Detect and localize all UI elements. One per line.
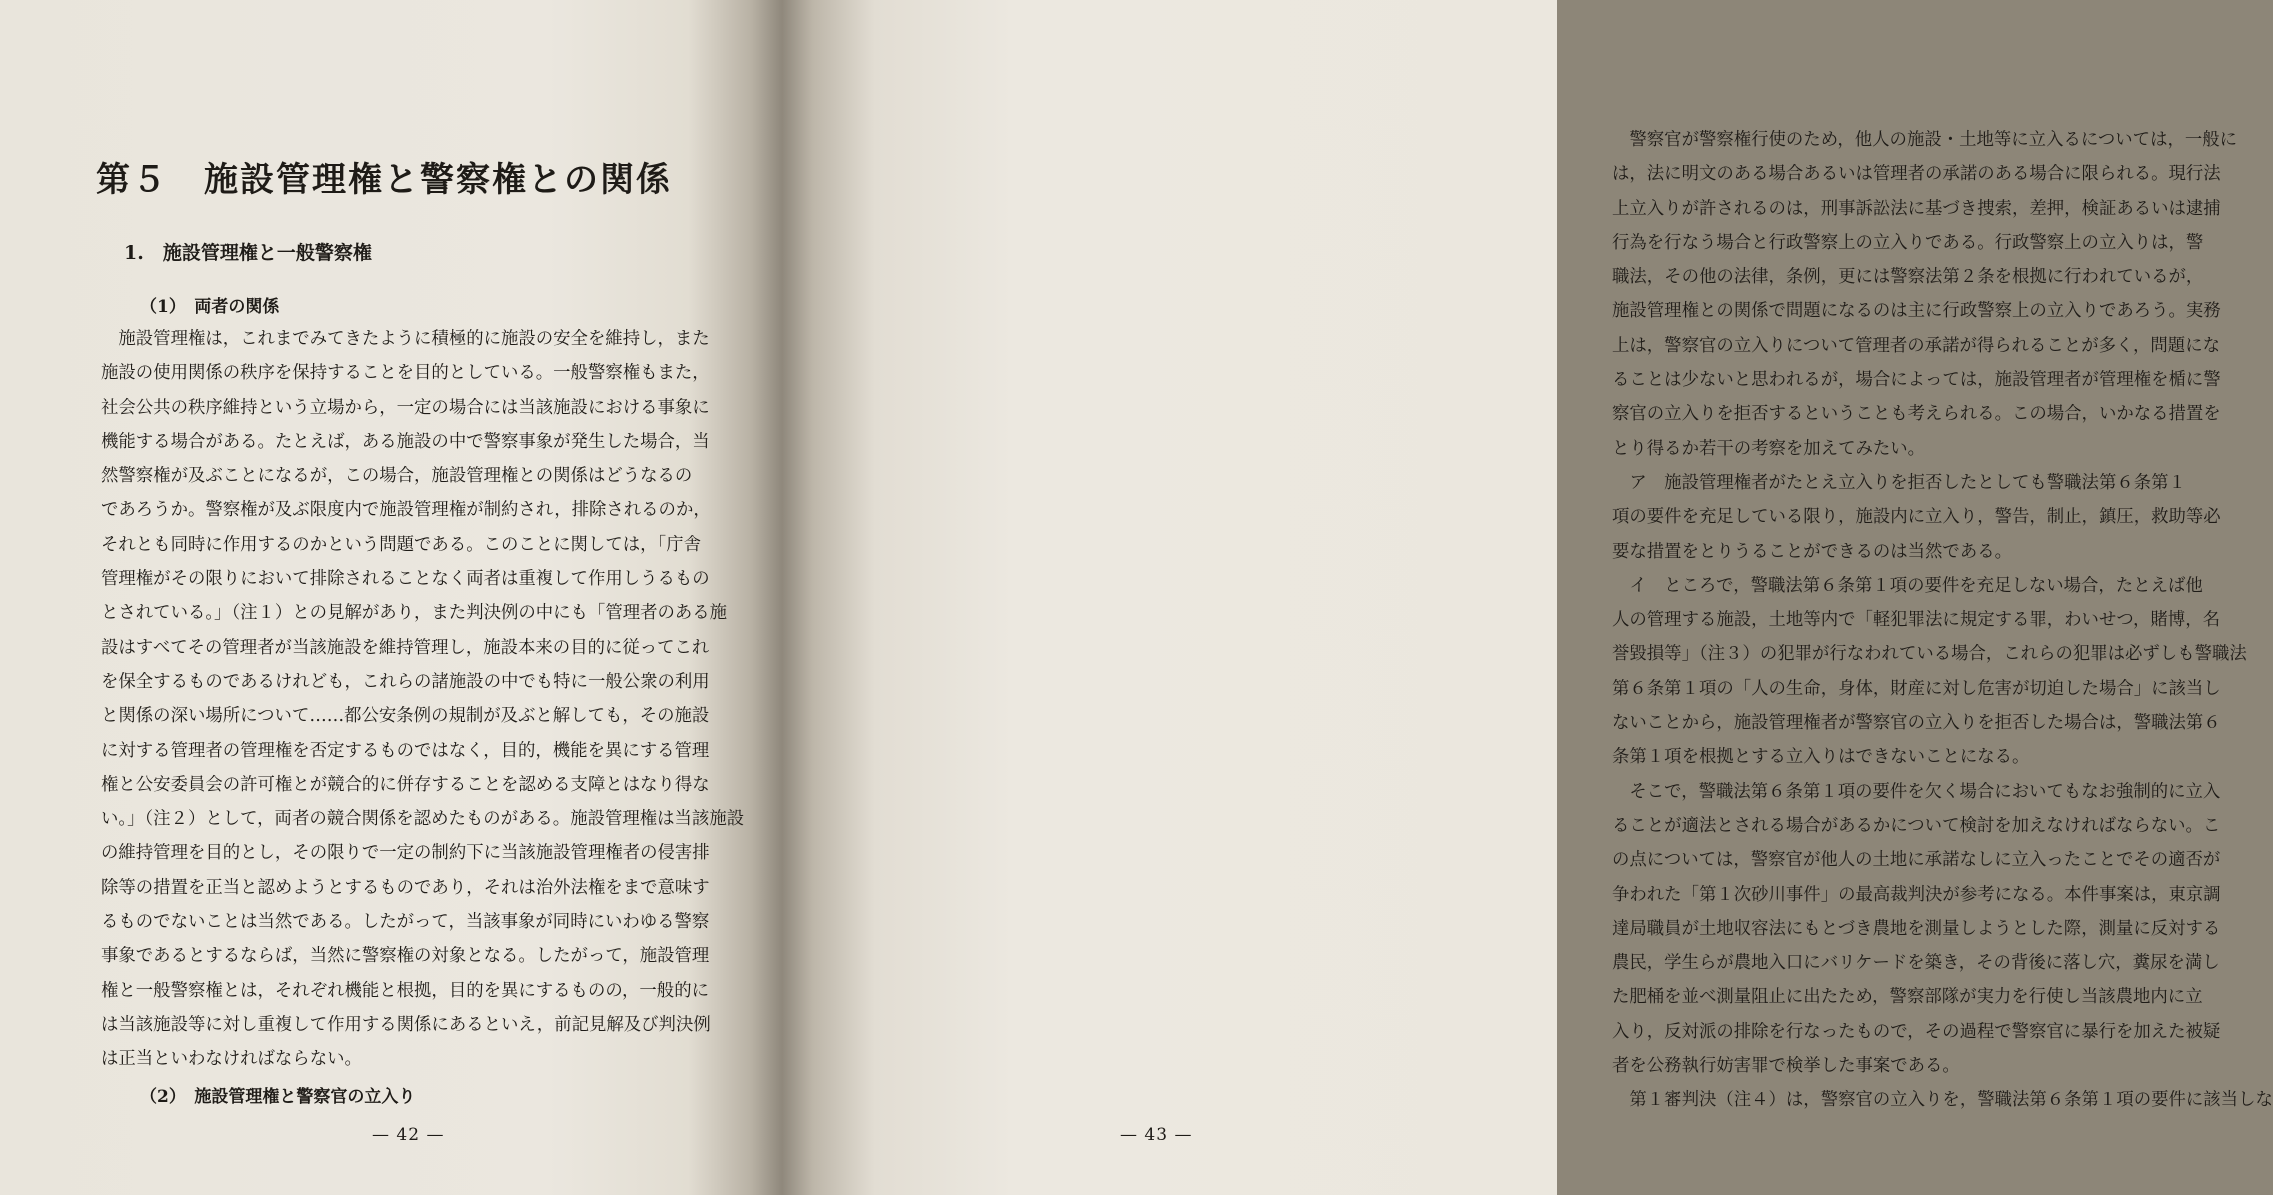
text-line: 要な措置をとりうることができるのは当然である。 — [1612, 541, 2012, 562]
left-body-text — [101, 322, 745, 1077]
text-line: 争われた「第１次砂川事件」の最高裁判決が参考になる。本件事案は，東京調 — [1612, 884, 2221, 905]
text-line: とり得るか若干の考察を加えてみたい。 — [1612, 438, 1926, 459]
text-line: 上立入りが許されるのは，刑事訴訟法に基づき捜索，差押，検証あるいは逮捕 — [1612, 198, 2221, 219]
subsection-title-1: （1） 両者の関係 — [140, 297, 280, 317]
text-line: は，法に明文のある場合あるいは管理者の承諾のある場合に限られる。現行法 — [1612, 164, 2221, 185]
text-line: 施設管理権は，これまでみてきたように積極的に施設の安全を維持し，また — [101, 329, 710, 349]
text-line: 警察官が警察権行使のため，他人の施設・土地等に立入るについては，一般に — [1612, 130, 2238, 150]
text-line: 機能する場合がある。たとえば，ある施設の中で警察事象が発生した場合，当 — [101, 431, 710, 452]
text-line: 誉毀損等」（注３）の犯罪が行なわれている場合，これらの犯罪は必ずしも警職法 — [1612, 644, 2247, 665]
text-line: とされている。」（注１）との見解があり，また判決例の中にも「管理者のある施 — [101, 603, 728, 624]
text-line: 達局職員が土地収容法にもとづき農地を測量しようとした際，測量に反対する — [1612, 918, 2221, 939]
text-line: 条第１項を根拠とする立入りはできないことになる。 — [1612, 747, 2030, 768]
text-line: 第６条第１項の「人の生命，身体，財産に対し危害が切迫した場合」に該当し — [1612, 678, 2221, 699]
text-line: 権と一般警察権とは，それぞれ機能と根拠，目的を異にするものの，一般的に — [101, 980, 709, 1001]
page-number-left: — 42 — — [372, 1125, 445, 1145]
text-line: であろうか。警察権が及ぶ限度内で施設管理権が制約され，排除されるのか， — [101, 500, 711, 521]
text-line: の維持管理を目的とし，その限りで一定の制約下に当該施設管理権者の侵害排 — [101, 843, 710, 864]
text-line: 社会公共の秩序維持という立場から，一定の場合には当該施設における事象に — [101, 397, 710, 418]
text-line: ることが適法とされる場合があるかについて検討を加えなければならない。こ — [1612, 815, 2221, 836]
text-line: 事象であるとするならば，当然に警察権の対象となる。したがって，施設管理 — [101, 946, 710, 967]
text-line: 職法，その他の法律，条例，更には警察法第２条を根拠に行われているが， — [1612, 267, 2204, 288]
text-line: と関係の深い場所について……都公安条例の規制が及ぶと解しても，その施設 — [101, 706, 710, 727]
text-line: 項の要件を充足している限り，施設内に立入り，警告，制止，鎮圧，救助等必 — [1612, 507, 2221, 528]
text-line: 上は，警察官の立入りについて管理者の承諾が得られることが多く，問題にな — [1612, 335, 2220, 356]
section-title: 1. 施設管理権と一般警察権 — [124, 242, 372, 264]
text-line: の点については，警察官が他人の土地に承諾なしに立入ったことでその適否が — [1612, 850, 2221, 871]
text-line: そこで，警職法第６条第１項の要件を欠く場合においてもなお強制的に立入 — [1612, 781, 2221, 802]
right-page — [782, 0, 2273, 1195]
text-line: 管理権がその限りにおいて排除されることなく両者は重複して作用しうるもの — [101, 569, 710, 590]
text-line: それとも同時に作用するのかという問題である。このことに関しては，「庁舎 — [101, 534, 701, 555]
text-line: ることは少ないと思われるが，場合によっては，施設管理者が管理権を楯に警 — [1612, 370, 2221, 391]
text-line: に対する管理者の管理権を否定するものではなく，目的，機能を異にする管理 — [101, 740, 710, 761]
text-line: 除等の措置を正当と認めようとするものであり，それは治外法権をまで意味す — [101, 877, 710, 898]
text-line: 行為を行なう場合と行政警察上の立入りである。行政警察上の立入りは，警 — [1612, 232, 2204, 253]
right-body-text — [1612, 123, 2273, 1118]
text-line: 農民，学生らが農地入口にバリケードを築き，その背後に落し穴，糞尿を満し — [1612, 953, 2220, 974]
text-line: た肥桶を並べ測量阻止に出たため，警察部隊が実力を行使し当該農地内に立 — [1612, 987, 2203, 1008]
text-line: 者を公務執行妨害罪で検挙した事案である。 — [1612, 1056, 1960, 1077]
text-line: 入り，反対派の排除を行なったもので，その過程で警察官に暴行を加えた被疑 — [1612, 1021, 2221, 1042]
chapter-title: 第５ 施設管理権と警察権との関係 — [96, 160, 672, 200]
text-line: い。」（注２）として，両者の競合関係を認めたものがある。施設管理権は当該施設 — [101, 809, 745, 830]
text-line: 設はすべてその管理者が当該施設を維持管理し，施設本来の目的に従ってこれ — [101, 637, 710, 658]
text-line: 施設管理権との関係で問題になるのは主に行政警察上の立入りであろう。実務 — [1612, 301, 2221, 322]
text-line: ア 施設管理権者がたとえ立入りを拒否したとしても警職法第６条第１ — [1612, 472, 2186, 493]
text-line: 人の管理する施設，土地等内で「軽犯罪法に規定する罪，わいせつ，賭博，名 — [1612, 610, 2220, 631]
text-line: を保全するものであるけれども，これらの諸施設の中でも特に一般公衆の利用 — [101, 671, 710, 692]
text-line: イ ところで，警職法第６条第１項の要件を充足しない場合，たとえば他 — [1612, 575, 2203, 596]
text-line: 然警察権が及ぶことになるが，この場合，施設管理権との関係はどうなるの — [101, 466, 693, 487]
left-page — [0, 0, 782, 1195]
text-line: 察官の立入りを拒否するということも考えられる。この場合，いかなる措置を — [1612, 404, 2221, 425]
page-number-right: — 43 — — [1120, 1125, 1193, 1145]
text-line: 権と公安委員会の許可権とが競合的に併存することを認める支障とはなり得な — [101, 774, 710, 795]
text-line: 施設の使用関係の秩序を保持することを目的としている。一般警察権もまた， — [101, 363, 710, 384]
text-line: は正当といわなければならない。 — [101, 1049, 362, 1070]
text-line: 第１審判決（注４）は，警察官の立入りを，警職法第６条第１項の要件に該当しな — [1612, 1090, 2273, 1111]
text-line: は当該施設等に対し重複して作用する関係にあるといえ，前記見解及び判決例 — [101, 1014, 711, 1035]
text-line: るものでないことは当然である。したがって，当該事象が同時にいわゆる警察 — [101, 912, 710, 933]
subsection-title-2: （2） 施設管理権と警察官の立入り — [140, 1087, 416, 1107]
text-line: ないことから，施設管理権者が警察官の立入りを拒否した場合は，警職法第６ — [1612, 713, 2221, 734]
